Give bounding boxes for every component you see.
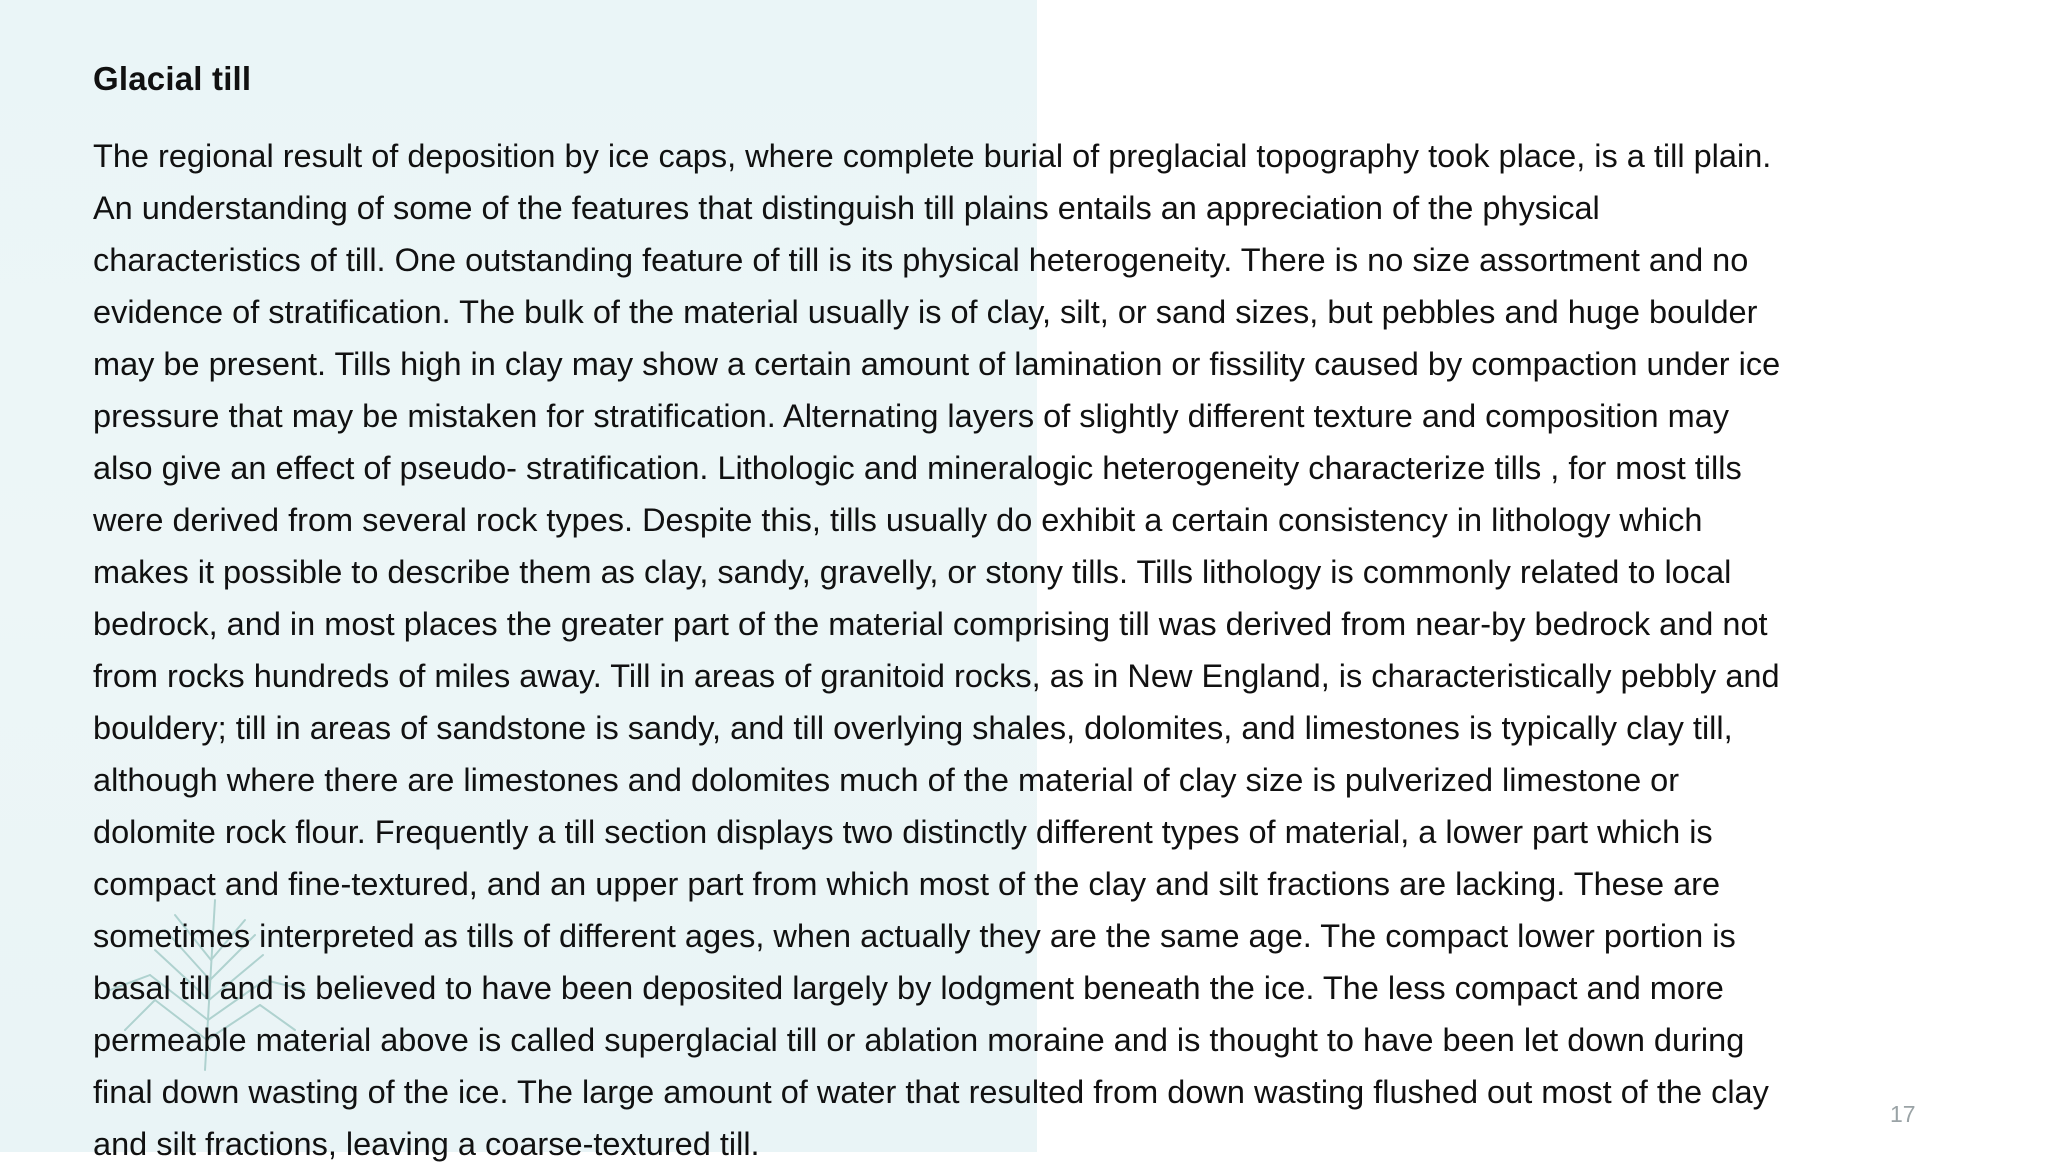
body-line: An understanding of some of the features that distinguish till plains entails an appreciation of the physical xyxy=(93,190,1600,226)
body-line: final down wasting of the ice. The large amount of water that resulted from down wasting flushed out most of the clay xyxy=(93,1074,1769,1110)
page-number: 17 xyxy=(1890,1101,1916,1127)
body-line: compact and fine-textured, and an upper part from which most of the clay and silt fractions are lacking. These are xyxy=(93,866,1721,902)
body-line: from rocks hundreds of miles away. Till in areas of granitoid rocks, as in New England, is characteristically pebbly and xyxy=(93,658,1780,694)
body-line: sometimes interpreted as tills of different ages, when actually they are the same age. The compact lower portion is xyxy=(93,918,1736,954)
body-line: may be present. Tills high in clay may show a certain amount of lamination or fissility caused by compaction under ice xyxy=(93,346,1781,382)
body-paragraph xyxy=(93,130,1993,1170)
body-line: makes it possible to describe them as clay, sandy, gravelly, or stony tills. Tills lithology is commonly related to local xyxy=(93,554,1732,590)
body-line: also give an effect of pseudo- stratification. Lithologic and mineralogic heterogeneity characterize tills , for most tills xyxy=(93,450,1742,486)
body-line: The regional result of deposition by ice caps, where complete burial of preglacial topography took place, is a till plain. xyxy=(93,138,1772,174)
body-line: and silt fractions, leaving a coarse-textured till. xyxy=(93,1126,760,1162)
body-line: although where there are limestones and dolomites much of the material of clay size is pulverized limestone or xyxy=(93,762,1680,798)
slide-title: Glacial till xyxy=(93,60,252,97)
body-line: dolomite rock flour. Frequently a till section displays two distinctly different types of material, a lower part which is xyxy=(93,814,1713,850)
body-line: bedrock, and in most places the greater part of the material comprising till was derived from near-by bedrock and not xyxy=(93,606,1768,642)
body-line: evidence of stratification. The bulk of the material usually is of clay, silt, or sand sizes, but pebbles and huge boulder xyxy=(93,294,1758,330)
body-line: were derived from several rock types. Despite this, tills usually do exhibit a certain consistency in lithology which xyxy=(93,502,1703,538)
body-line: permeable material above is called superglacial till or ablation moraine and is thought to have been let down during xyxy=(93,1022,1745,1058)
body-line: bouldery; till in areas of sandstone is sandy, and till overlying shales, dolomites, and limestones is typically clay till, xyxy=(93,710,1733,746)
body-line: characteristics of till. One outstanding feature of till is its physical heterogeneity. There is no size assortment and no xyxy=(93,242,1749,278)
body-line: basal till and is believed to have been deposited largely by lodgment beneath the ice. The less compact and more xyxy=(93,970,1724,1006)
body-line: pressure that may be mistaken for stratification. Alternating layers of slightly different texture and composition may xyxy=(93,398,1730,434)
